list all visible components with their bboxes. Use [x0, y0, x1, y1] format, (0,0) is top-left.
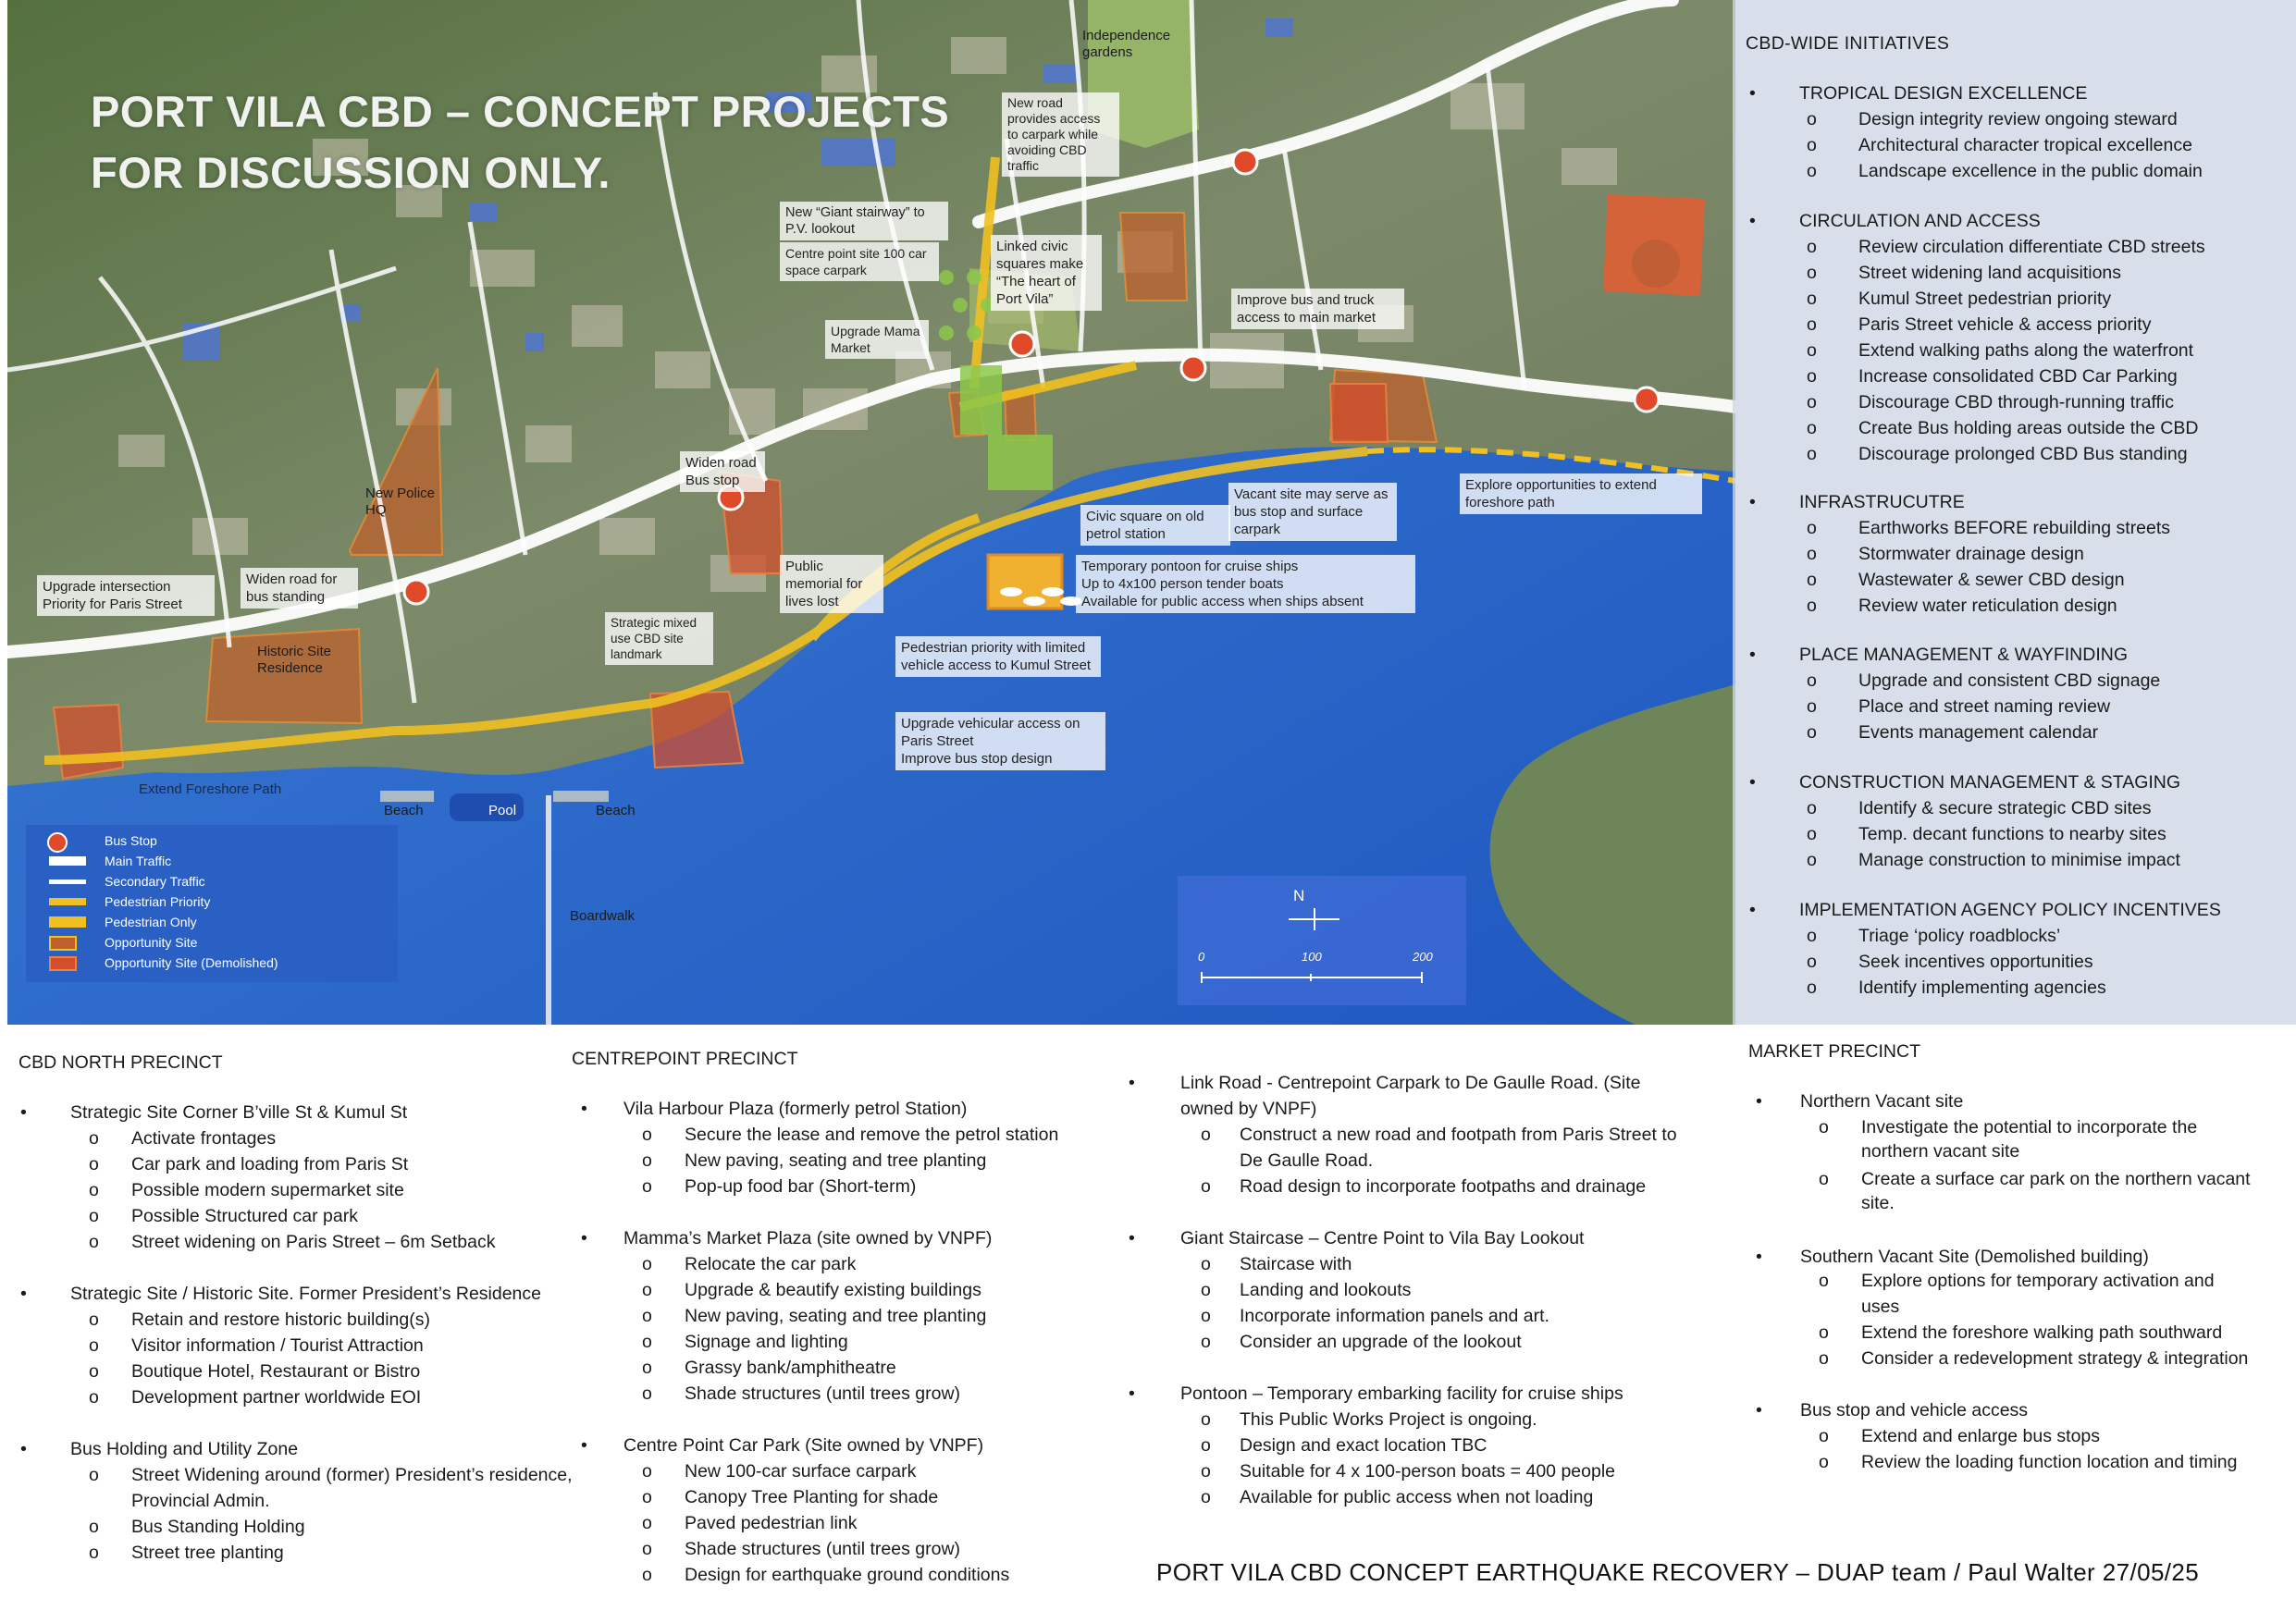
list-item: Road design to incorporate footpaths and drainage: [1240, 1176, 1647, 1197]
label-boardwalk: Boardwalk: [570, 908, 636, 924]
market-precinct-column: [1748, 1041, 2285, 1485]
sub-bullet-icon: o: [1201, 1332, 1211, 1352]
bullet-icon: •: [1129, 1383, 1135, 1404]
aerial-map: [7, 0, 1735, 1025]
label-civic-square: Civic square on old petrol station: [1080, 505, 1230, 546]
sub-bullet-icon: o: [1201, 1254, 1211, 1274]
list-item: Consider a redevelopment strategy & integration: [1861, 1348, 2249, 1369]
label-new-road: New road provides access to carpark while avoiding CBD traffic: [1002, 92, 1119, 177]
sub-bullet-icon: o: [1819, 1169, 1829, 1189]
label-beach-2: Beach: [596, 803, 636, 818]
list-item: Shade structures (until trees grow): [685, 1539, 961, 1559]
sub-bullet-icon: o: [642, 1125, 652, 1145]
list-item: o Discourage CBD through-running traffic: [1807, 392, 2175, 412]
sub-bullet-icon: o: [1819, 1322, 1829, 1343]
scale-bar: [1200, 968, 1431, 987]
bullet-icon: •: [1129, 1073, 1135, 1093]
legend-main-traffic: [105, 851, 171, 871]
legend-label: Secondary Traffic: [105, 874, 205, 889]
list-item: o Identify & secure strategic CBD sites: [1807, 798, 2152, 818]
list-item: Development partner worldwide EOI: [131, 1387, 422, 1408]
sub-bullet-icon: o: [642, 1513, 652, 1533]
sub-bullet-icon: o: [1201, 1280, 1211, 1300]
group-title: Northern Vacant site: [1800, 1091, 1964, 1112]
opportunity-demolished-icon: [49, 956, 77, 971]
list-item: De Gaulle Road.: [1240, 1150, 1374, 1171]
label-new-police: New Police HQ: [365, 486, 436, 518]
label-public-memorial: Public memorial for lives lost: [780, 555, 883, 613]
north-label: N: [1293, 887, 1305, 904]
label-linked-civic: Linked civic squares make “The heart of Port Vila”: [991, 235, 1102, 311]
list-item: o Paris Street vehicle & access priority: [1807, 314, 2152, 335]
sub-bullet-icon: o: [89, 1361, 99, 1382]
group-title: Bus stop and vehicle access: [1800, 1400, 2029, 1420]
sub-bullet-icon: o: [89, 1206, 99, 1226]
list-item: o Design integrity review ongoing steward: [1807, 109, 2178, 129]
list-item: o Place and street naming review: [1807, 696, 2111, 717]
centrepoint-precinct-title: CENTREPOINT PRECINCT: [572, 1049, 798, 1069]
map-title-line-1: PORT VILA CBD – CONCEPT PROJECTS: [91, 87, 950, 136]
label-upgrade-vehicular: Upgrade vehicular access on Paris Street Improve bus stop design: [895, 712, 1105, 770]
list-item: Suitable for 4 x 100-person boats = 400 people: [1240, 1461, 1615, 1482]
sub-bullet-icon: o: [1201, 1306, 1211, 1326]
legend-label: Pedestrian Priority: [105, 894, 211, 909]
label-explore-foreshore: Explore opportunities to extend foreshore path: [1460, 473, 1702, 514]
north-arrow-icon: [1289, 905, 1344, 933]
bullet-icon: •: [20, 1102, 27, 1123]
list-item: o Review water reticulation design: [1807, 596, 2117, 616]
section-title: PLACE MANAGEMENT & WAYFINDING: [1799, 645, 2129, 665]
list-item: Consider an upgrade of the lookout: [1240, 1332, 1522, 1352]
list-item: Provincial Admin.: [131, 1491, 270, 1511]
sub-bullet-icon: o: [89, 1309, 99, 1330]
sub-bullet-icon: o: [1819, 1452, 1829, 1472]
sub-bullet-icon: o: [89, 1128, 99, 1149]
sub-bullet-icon: o: [1819, 1117, 1829, 1137]
map-title: [91, 81, 949, 203]
list-item: northern vacant site: [1861, 1141, 2020, 1162]
list-item: Upgrade & beautify existing buildings: [685, 1280, 981, 1300]
sub-bullet-icon: o: [642, 1487, 652, 1507]
sub-bullet-icon: o: [642, 1280, 652, 1300]
list-item: Street tree planting: [131, 1543, 284, 1563]
north-precinct-title: CBD NORTH PRECINCT: [19, 1052, 223, 1073]
secondary-traffic-icon: [49, 879, 86, 884]
sub-bullet-icon: o: [642, 1176, 652, 1197]
main-traffic-icon: [49, 856, 86, 866]
section-title: IMPLEMENTATION AGENCY POLICY INCENTIVES: [1799, 900, 2221, 920]
list-item: site.: [1861, 1193, 1895, 1213]
list-item: Design and exact location TBC: [1240, 1435, 1487, 1456]
list-item: Car park and loading from Paris St: [131, 1154, 409, 1174]
sub-bullet-icon: o: [1819, 1271, 1829, 1291]
list-item: Available for public access when not loading: [1240, 1487, 1594, 1507]
label-widen-road-bus-stop: Widen road Bus stop: [680, 451, 765, 492]
legend-opportunity-site: [105, 932, 197, 953]
scale-label-200: 200: [1413, 950, 1433, 964]
list-item: Boutique Hotel, Restaurant or Bistro: [131, 1361, 421, 1382]
label-independence-gardens: Independence gardens: [1082, 28, 1171, 60]
bullet-icon: •: [581, 1435, 587, 1456]
scale-label-100: 100: [1302, 950, 1322, 964]
bullet-icon: •: [581, 1099, 587, 1119]
map-title-line-2: FOR DISCUSSION ONLY.: [91, 148, 611, 197]
list-item: Grassy bank/amphitheatre: [685, 1358, 896, 1378]
label-extend-foreshore-path: Extend Foreshore Path: [139, 781, 282, 797]
list-item: Design for earthquake ground conditions: [685, 1565, 1010, 1585]
list-item: New 100-car surface carpark: [685, 1461, 917, 1482]
list-item: o Street widening land acquisitions: [1807, 263, 2122, 283]
sub-bullet-icon: o: [642, 1383, 652, 1404]
label-upgrade-mama: Upgrade Mama Market: [825, 320, 929, 359]
list-item: o Discourage prolonged CBD Bus standing: [1807, 444, 2188, 464]
list-item: Staircase with: [1240, 1254, 1352, 1274]
sub-bullet-icon: o: [1819, 1348, 1829, 1369]
section-title: CIRCULATION AND ACCESS: [1799, 211, 2041, 231]
bullet-icon: •: [1129, 1228, 1135, 1248]
section-title: CONSTRUCTION MANAGEMENT & STAGING: [1799, 772, 2181, 793]
list-item: Landing and lookouts: [1240, 1280, 1412, 1300]
list-item: o Events management calendar: [1807, 722, 2099, 743]
group-title: Strategic Site / Historic Site. Former President’s Residence: [70, 1284, 541, 1304]
sub-bullet-icon: o: [642, 1150, 652, 1171]
sub-bullet-icon: o: [1201, 1125, 1211, 1145]
list-item: Incorporate information panels and art.: [1240, 1306, 1549, 1326]
list-item: o Architectural character tropical excellence: [1807, 135, 2192, 155]
list-item: New paving, seating and tree planting: [685, 1306, 987, 1326]
list-item: Relocate the car park: [685, 1254, 857, 1274]
panel-header: CBD-WIDE INITIATIVES: [1746, 33, 1950, 54]
legend-pedestrian-only: [105, 912, 197, 932]
section-title: TROPICAL DESIGN EXCELLENCE: [1799, 83, 2088, 104]
sub-bullet-icon: o: [1201, 1487, 1211, 1507]
label-pool: Pool: [488, 803, 517, 818]
list-item: Construct a new road and footpath from Paris Street to: [1240, 1125, 1677, 1145]
list-item: Explore options for temporary activation and: [1861, 1271, 2215, 1291]
list-item: Pop-up food bar (Short-term): [685, 1176, 917, 1197]
list-item: Bus Standing Holding: [131, 1517, 305, 1537]
pedestrian-only-icon: [49, 916, 86, 928]
sub-bullet-icon: o: [1201, 1461, 1211, 1482]
list-item: o Identify implementing agencies: [1807, 977, 2106, 998]
list-item: o Review circulation differentiate CBD streets: [1807, 237, 2205, 257]
list-item: o Create Bus holding areas outside the CBD: [1807, 418, 2199, 438]
label-vacant-site: Vacant site may serve as bus stop and surface carpark: [1228, 483, 1397, 541]
group-title: Giant Staircase – Centre Point to Vila Bay Lookout: [1180, 1228, 1585, 1248]
list-item: o Stormwater drainage design: [1807, 544, 2084, 564]
sub-bullet-icon: o: [642, 1565, 652, 1585]
bullet-icon: •: [1756, 1400, 1762, 1420]
group-title: Centre Point Car Park (Site owned by VNPF): [623, 1435, 984, 1456]
north-scale-box: [1178, 876, 1466, 1005]
cbd-wide-initiatives-panel: [1733, 0, 2296, 1025]
legend-label: Bus Stop: [105, 833, 157, 848]
sub-bullet-icon: o: [642, 1358, 652, 1378]
group-title: Pontoon – Temporary embarking facility for cruise ships: [1180, 1383, 1623, 1404]
sub-bullet-icon: o: [89, 1517, 99, 1537]
group-title: Mamma’s Market Plaza (site owned by VNPF): [623, 1228, 993, 1248]
label-historic-site: Historic Site Residence: [257, 644, 332, 676]
bullet-icon: •: [1756, 1091, 1762, 1112]
group-title: Vila Harbour Plaza (formerly petrol Station): [623, 1099, 968, 1119]
list-item: New paving, seating and tree planting: [685, 1150, 987, 1171]
list-item: Create a surface car park on the northern vacant: [1861, 1169, 2251, 1189]
label-giant-stairway: New “Giant stairway” to P.V. lookout: [780, 202, 948, 240]
list-item: Retain and restore historic building(s): [131, 1309, 430, 1330]
market-precinct-title: MARKET PRECINCT: [1748, 1041, 1920, 1062]
list-item: Canopy Tree Planting for shade: [685, 1487, 939, 1507]
list-item: o Manage construction to minimise impact: [1807, 850, 2180, 870]
bullet-icon: •: [20, 1284, 27, 1304]
bullet-icon: •: [1749, 83, 1756, 104]
sub-bullet-icon: o: [642, 1539, 652, 1559]
list-item: Possible modern supermarket site: [131, 1180, 404, 1200]
list-item: Secure the lease and remove the petrol station: [685, 1125, 1059, 1145]
legend-opportunity-demolished: [105, 953, 278, 973]
sub-bullet-icon: o: [642, 1332, 652, 1352]
group-title: Southern Vacant Site (Demolished building): [1800, 1247, 2149, 1267]
list-item: Investigate the potential to incorporate the: [1861, 1117, 2198, 1137]
list-item: Extend the foreshore walking path southward: [1861, 1322, 2223, 1343]
list-item: Visitor information / Tourist Attraction: [131, 1335, 424, 1356]
list-item: o Extend walking paths along the waterfront: [1807, 340, 2194, 361]
list-item: o Temp. decant functions to nearby sites: [1807, 824, 2166, 844]
label-strategic-mixed: Strategic mixed use CBD site landmark: [605, 612, 713, 665]
legend-label: Main Traffic: [105, 854, 172, 868]
group-title-continued: owned by VNPF): [1180, 1099, 1317, 1119]
bullet-icon: •: [1749, 211, 1756, 231]
sub-bullet-icon: o: [89, 1180, 99, 1200]
label-widen-road-standing: Widen road for bus standing: [241, 568, 358, 609]
sub-bullet-icon: o: [1201, 1409, 1211, 1430]
sub-bullet-icon: o: [1201, 1435, 1211, 1456]
list-item: Possible Structured car park: [131, 1206, 358, 1226]
sub-bullet-icon: o: [1819, 1426, 1829, 1446]
label-pedestrian-priority: Pedestrian priority with limited vehicle access to Kumul Street: [895, 636, 1101, 677]
list-item: o Upgrade and consistent CBD signage: [1807, 670, 2161, 691]
list-item: uses: [1861, 1297, 1900, 1317]
sub-bullet-icon: o: [642, 1254, 652, 1274]
legend-pedestrian-priority: [105, 891, 210, 912]
sub-bullet-icon: o: [89, 1154, 99, 1174]
pedestrian-priority-icon: [49, 898, 86, 905]
list-item: o Landscape excellence in the public domain: [1807, 161, 2203, 181]
list-item: This Public Works Project is ongoing.: [1240, 1409, 1537, 1430]
bullet-icon: •: [1749, 772, 1756, 793]
label-upgrade-intersection: Upgrade intersection Priority for Paris Street: [37, 575, 215, 616]
legend-label: Pedestrian Only: [105, 915, 197, 929]
list-item: o Wastewater & sewer CBD design: [1807, 570, 2125, 590]
list-item: o Kumul Street pedestrian priority: [1807, 289, 2112, 309]
label-pontoon: Temporary pontoon for cruise ships Up to 4x100 person tender boats Available for public access when ships absent: [1076, 555, 1415, 613]
sub-bullet-icon: o: [89, 1465, 99, 1485]
sub-bullet-icon: o: [89, 1232, 99, 1252]
list-item: o Increase consolidated CBD Car Parking: [1807, 366, 2178, 387]
section-title: INFRASTRUCUTRE: [1799, 492, 1965, 512]
link-road-column: [1127, 1073, 1719, 1517]
list-item: o Triage ‘policy roadblocks’: [1807, 926, 2061, 946]
list-item: o Earthworks BEFORE rebuilding streets: [1807, 518, 2171, 538]
legend-label: Opportunity Site: [105, 935, 198, 950]
opportunity-site-icon: [49, 936, 77, 951]
bullet-icon: •: [1749, 645, 1756, 665]
centrepoint-precinct-column: [572, 1049, 1127, 1585]
bullet-icon: •: [1749, 492, 1756, 512]
bullet-icon: •: [1749, 900, 1756, 920]
group-title: Strategic Site Corner B’ville St & Kumul St: [70, 1102, 408, 1123]
list-item: Review the loading function location and timing: [1861, 1452, 2238, 1472]
legend-label: Opportunity Site (Demolished): [105, 955, 278, 970]
legend-secondary-traffic: [105, 871, 205, 891]
sub-bullet-icon: o: [89, 1335, 99, 1356]
sub-bullet-icon: o: [642, 1306, 652, 1326]
list-item: Paved pedestrian link: [685, 1513, 858, 1533]
group-title: Link Road - Centrepoint Carpark to De Gaulle Road. (Site: [1180, 1073, 1641, 1093]
sub-bullet-icon: o: [89, 1543, 99, 1563]
footer-credit: PORT VILA CBD CONCEPT EARTHQUAKE RECOVERY – DUAP team / Paul Walter 27/05/25: [1156, 1558, 2200, 1586]
label-improve-bus: Improve bus and truck access to main market: [1231, 289, 1404, 329]
map-legend: [26, 825, 398, 982]
list-item: Street widening on Paris Street – 6m Setback: [131, 1232, 496, 1252]
list-item: Activate frontages: [131, 1128, 277, 1149]
north-precinct-column: [19, 1052, 611, 1570]
label-centre-point-site: Centre point site 100 car space carpark: [780, 242, 939, 281]
list-item: Extend and enlarge bus stops: [1861, 1426, 2101, 1446]
bullet-icon: •: [20, 1439, 27, 1459]
label-beach-1: Beach: [384, 803, 424, 818]
list-item: Street Widening around (former) President’s residence,: [131, 1465, 573, 1485]
scale-label-0: 0: [1198, 950, 1205, 964]
legend-bus-stop: [105, 830, 157, 851]
bullet-icon: •: [1756, 1247, 1762, 1267]
list-item: Signage and lighting: [685, 1332, 848, 1352]
bus-stop-icon: [47, 832, 68, 853]
bullet-icon: •: [581, 1228, 587, 1248]
list-item: Shade structures (until trees grow): [685, 1383, 961, 1404]
sub-bullet-icon: o: [642, 1461, 652, 1482]
sub-bullet-icon: o: [89, 1387, 99, 1408]
list-item: o Seek incentives opportunities: [1807, 952, 2093, 972]
sub-bullet-icon: o: [1201, 1176, 1211, 1197]
group-title: Bus Holding and Utility Zone: [70, 1439, 299, 1459]
